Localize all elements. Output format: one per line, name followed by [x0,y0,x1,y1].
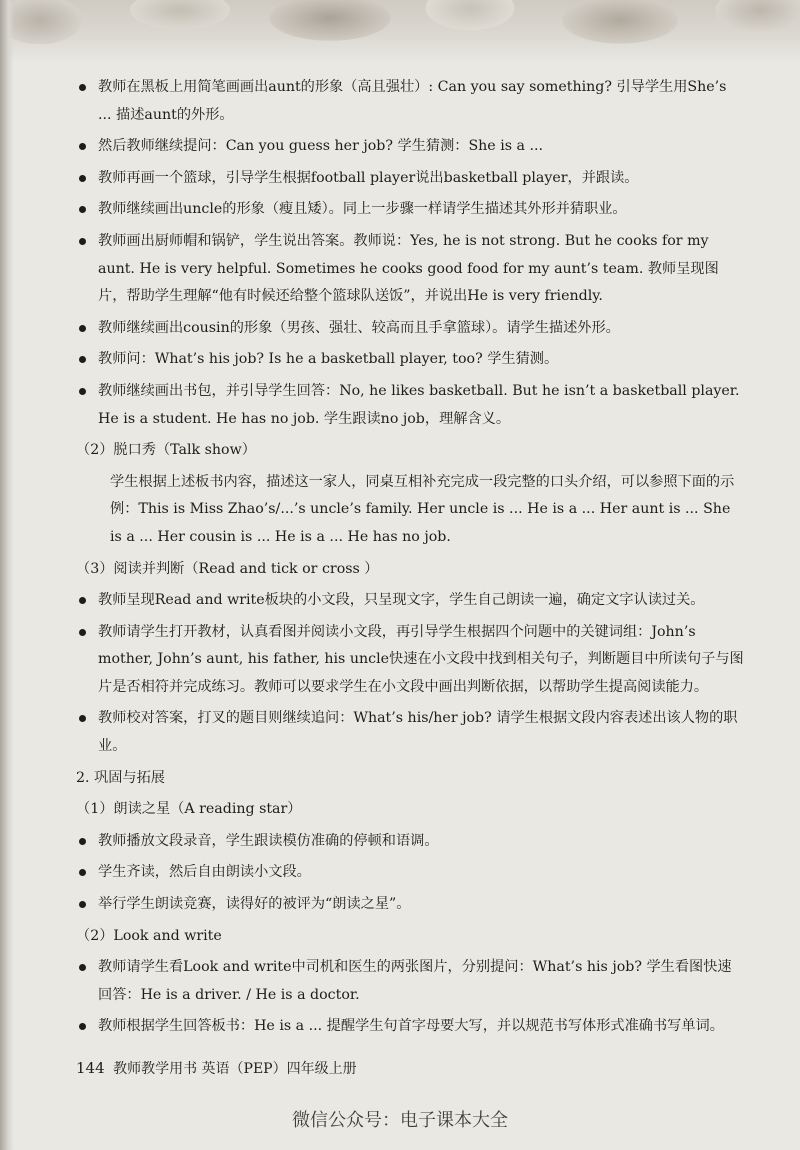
bullet-icon [79,356,86,363]
bullet-icon [79,838,86,845]
bullet-icon [79,143,86,150]
floral-header-decoration [0,0,800,62]
section-heading-reading-star: （1）朗读之星（A reading star） [76,801,302,818]
page-number: 144 [76,1059,105,1077]
bullet-icon [79,325,86,332]
bullet-icon [79,388,86,395]
list-item: 学生齐读，然后自由朗读小文段。 [76,859,744,887]
list-item: 教师再画一个篮球，引导学生根据football player说出basketball player，并跟读。 [76,165,744,193]
list-item: 教师请学生打开教材，认真看图并阅读小文段，再引导学生根据四个问题中的关键词组：John’s mother, John’s aunt, his father, his uncle快速在小文段中找到相关句子，判断题目中所读句子与图片是否相符并完成练习。教师可以要求学生在小文段中画出判断依据，以帮助学生提高阅读能力。 [76,619,744,702]
bullet-icon [79,597,86,604]
paragraph-talk-show: 学生根据上述板书内容，描述这一家人，同桌互相补充完成一段完整的口头介绍，可以参照下面的示例：This is Miss Zhao’s/...’s uncle’s family. Her uncle is ... He is a ... Her aunt is ... She is a ... Her cousin is ... He is a ... He has no job. [110,473,735,545]
bullet-icon [79,84,86,91]
bullet-icon [79,175,86,182]
bullet-icon [79,238,86,245]
book-title: 教师教学用书 英语（PEP）四年级上册 [113,1061,357,1077]
section-heading-talk-show: （2）脱口秀（Talk show） [76,442,256,459]
bullet-icon [79,869,86,876]
bullet-icon [79,901,86,908]
bullet-icon [79,1023,86,1030]
bullet-icon [79,206,86,213]
page-footer [76,1058,357,1078]
bullet-icon [79,629,86,636]
list-item: 教师呈现Read and write板块的小文段，只呈现文字，学生自己朗读一遍，确定文字认读过关。 [76,587,744,615]
section-heading-consolidation: 2. 巩固与拓展 [76,769,165,786]
list-item: 教师在黑板上用简笔画画出aunt的形象（高且强壮）: Can you say something? 引导学生用She’s ... 描述aunt的外形。 [76,74,744,129]
list-item: 然后教师继续提问：Can you guess her job? 学生猜测：She is a ... [76,133,744,161]
page-binding-shadow [0,0,14,1150]
list-item: 教师校对答案，打叉的题目则继续追问：What’s his/her job? 请学生根据文段内容表述出该人物的职业。 [76,705,744,760]
page-body [76,74,744,1045]
list-item: 举行学生朗读竞赛，读得好的被评为“朗读之星”。 [76,891,744,919]
watermark-text: 微信公众号：电子课本大全 [292,1110,508,1131]
bullet-icon [79,715,86,722]
section-heading-read-and-tick: （3）阅读并判断（Read and tick or cross ） [76,560,379,577]
list-item: 教师继续画出cousin的形象（男孩、强壮、较高而且手拿篮球）。请学生描述外形。 [76,315,744,343]
bullet-icon [79,964,86,971]
list-item: 教师画出厨师帽和锅铲，学生说出答案。教师说：Yes, he is not strong. But he cooks for my aunt. He is very helpful. Sometimes he cooks good food for my aunt’s team. 教师呈现图片，帮助学生理解“他有时候还给整个篮球队送饭”，并说出He is very friendly. [76,228,744,311]
list-item: 教师问：What’s his job? Is he a basketball player, too? 学生猜测。 [76,346,744,374]
list-item: 教师继续画出书包，并引导学生回答：No, he likes basketball. But he isn’t a basketball player. He is a student. He has no job. 学生跟读no job，理解含义。 [76,378,744,433]
list-item: 教师继续画出uncle的形象（瘦且矮）。同上一步骤一样请学生描述其外形并猜职业。 [76,196,744,224]
section-heading-look-and-write: （2）Look and write [76,927,222,944]
list-item: 教师请学生看Look and write中司机和医生的两张图片，分别提问：What’s his job? 学生看图快速回答：He is a driver. / He is a doctor. [76,954,744,1009]
list-item: 教师根据学生回答板书：He is a ... 提醒学生句首字母要大写，并以规范书写体形式准确书写单词。 [76,1013,744,1041]
list-item: 教师播放文段录音，学生跟读模仿准确的停顿和语调。 [76,828,744,856]
